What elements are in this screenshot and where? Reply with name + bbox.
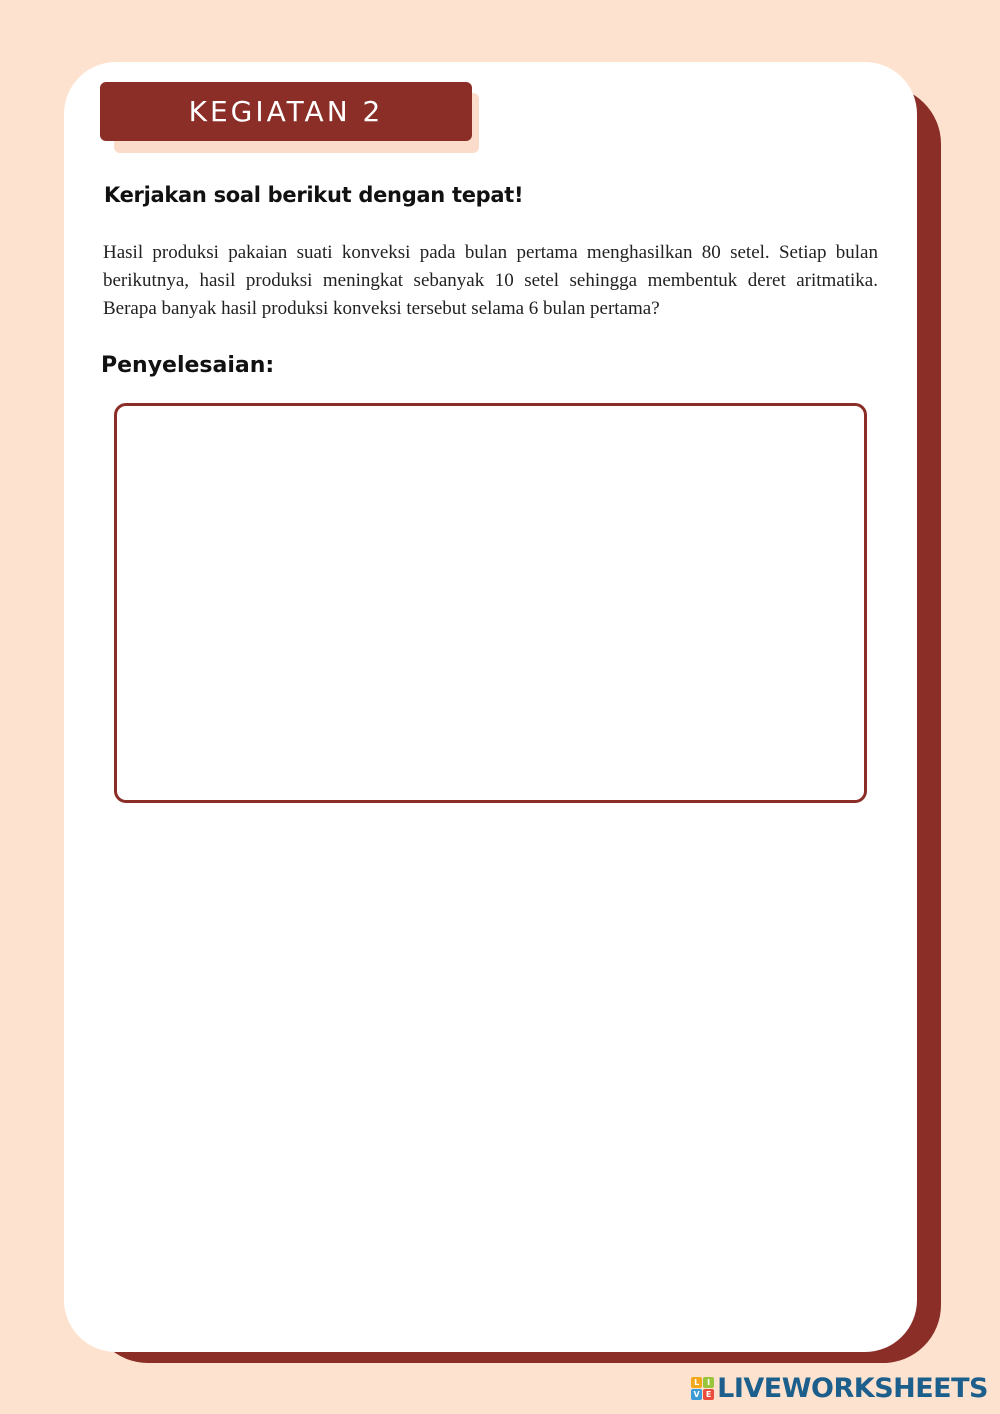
brand-name: LIVEWORKSHEETS [717, 1373, 988, 1404]
answer-box[interactable] [114, 403, 867, 803]
liveworksheets-logo-icon [691, 1377, 714, 1400]
solution-label: Penyelesaian: [101, 353, 275, 378]
activity-banner [100, 82, 472, 141]
liveworksheets-brand[interactable] [691, 1373, 988, 1404]
logo-letter-e: E [703, 1389, 714, 1400]
logo-letter-i: I [703, 1377, 714, 1388]
instruction-text: Kerjakan soal berikut dengan tepat! [104, 183, 524, 207]
logo-letter-v: V [691, 1389, 702, 1400]
activity-title: KEGIATAN 2 [188, 95, 384, 128]
logo-letter-l: L [691, 1377, 702, 1388]
question-text: Hasil produksi pakaian suati konveksi pada bulan pertama menghasilkan 80 setel. Setiap bulan berikutnya, hasil produksi meningkat sebanyak 10 setel sehingga membentuk deret aritmatika. Berapa banyak hasil produksi konveksi tersebut selama 6 bulan pertama? [103, 242, 878, 319]
answer-input[interactable] [117, 406, 864, 800]
